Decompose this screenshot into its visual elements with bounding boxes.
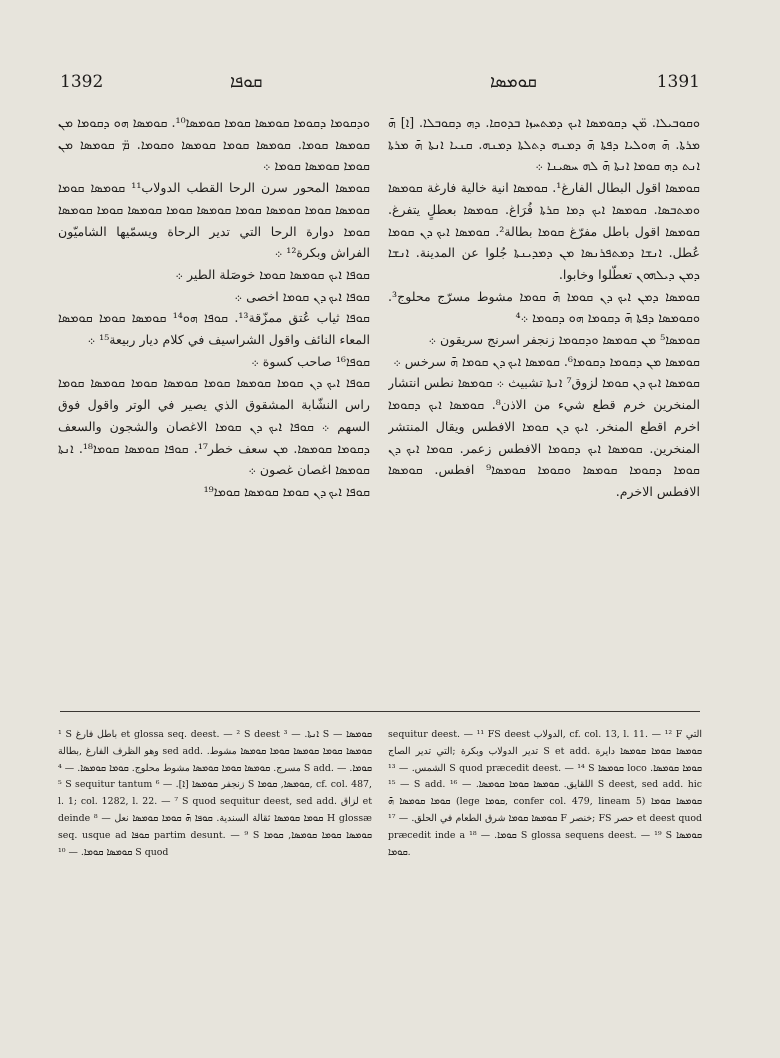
right-entry: ܘܩܘܒܝܠܐ. ܡ̈ܢ ܕܩܘܡܣܐ ܐܝܟ ܕܡܬܚܙܐ ܒܕܘܩܐ. ܕܗ ܕܩܘܒܠܐ. [ܐ] ܗ̄ ܡܪܬܐ. ܗ̄ ܗܘܠܝܐ ܕܦܬܐ ܗ̄ ܕܡܢܗ ܕܬܠܬܐ ܕܡܢܗ. ܩܢܝܐ ܐܢܬܐ ܗ̄ ܡܪܬܐ ܐܢܬ ܕܗ ܩܘܡܐ ܐܢܬܐ ܗ̄ ܠܗ ܚܣܝܢܐ ܀ [388, 115, 700, 174]
headword-left: ܩܘܦܐ [230, 72, 263, 92]
page-number-left: 1392 [60, 72, 104, 92]
left-entry: ܘܕܩܘܡܐ ܕܩܘܡܐ ܩܘܡܣܐ ܩܘܡܐ ܩܘܡܣܐ¹⁰. ܩܘܡܣܐ ܗܘ ܕܩܘܡܐ ܡܢ ܩܘܡܣܐ ܩܘܡܐ. ܩܘܡܣܐ ܩܘܡܐ ܩܘܡܣܐ ܘܩܘܡܐ. ܡ̈ ܩܘܡܣܐ ܡܢ ܩܘܡܐ ܩܘܡܣܐ ܩܘܡܐ ܀ [58, 115, 370, 174]
footnote-block: sequitur deest. — ¹¹ FS deest الدولاب, cf. col. 13, l. 11. — ¹² F التي تدير الدولاب وبكرة ;التي تدير الصاج S et add. ܩܘܡܣܐ ܩܘܡܐ ܩܘܡܣܐ دايرة الشمس. — ¹³ S quod præcedit deest. — ¹⁴ S ܩܘܡܣܐ loco ܩܘܡܐ ܩܘܡܣܐ. — ¹⁵ S add. اللقايق. ܩܘܡܣܐ ܩܘܡܐ ܩܘܡܣܐ. — ¹⁶ S deest, sed add. hic ܩܘܡܐ ܩܘܡܣܐ ܗ̄ (lege ܩܘܡܐ, confer col. 479, lineam 5) ܩܘܡܣܐ ܩܘܡܐ ܩܘܡܣܐ ܩܘܡܐ شرق الطعام في الحلق. — ¹⁷ F خنصر; FS حصر et deest quod præcedit inde a ܩܘܡܐ. — ¹⁸ S glossa sequens deest. — ¹⁹ S ܩܘܡܣܐ ܩܘܡܐ. [388, 729, 702, 858]
left-column [58, 112, 370, 704]
footnotes-right [388, 727, 702, 927]
left-entry: ܩܘܡܣܐ المحور سرن الرحا القطب الدولاب¹¹ ܩܘܡܣܐ ܩܘܡܐ ܩܘܡܣܐ ܩܘܡܐ ܩܘܡܣܐ ܩܘܡܐ ܩܘܡܣܐ ܩܘܡܐ ܩܘܡܣܐ ܩܘܡܐ ܩܘܡܣܐ ܩܘܡܐ دوارة الرحا التي تدير الرحاة ويسمّيها الشاميّون الفراش وبكرة¹² ܀ [58, 180, 370, 261]
footnotes-left [58, 727, 372, 927]
page-number-right: 1391 [656, 72, 700, 92]
right-entry: ܩܘܡܣܐ اقول البطال الفارغ¹. ܩܘܡܣܐ انية خالية فارغة ܩܘܡܣܐ ܘܡܬܒܣܐ. ܩܘܡܣܐ ܐܝܟ ܕܡܐ ܩܪܬܐ فُرَاغ. ܩܘܡܣܐ بعطلٍ يتفرغ. ܩܘܡܣܐ اقول باطل مفرّغ ܩܘܡܐ بطالة². ܩܘܡܣܐ ܐܝܟ ܕܢ ܩܘܡܐ عُطل. ܐܢܫܐ ܕܡܬܦܪܢܣܐ ܡܢ ܕܡܕܝܢܬܐ جُلوا عن المدينة. ܐܢܫܐ ܕܡܢ ܕܝܠܗܘܢ تعطّلوا وخابوا. [388, 180, 700, 282]
footnote-divider [60, 711, 700, 712]
left-entry: ܩܘܦܐ¹⁶ صاحب كسوة ܀ [251, 353, 370, 369]
running-head [60, 72, 700, 96]
headword-right: ܩܘܡܣܐ [490, 72, 537, 92]
right-entry: ܩܘܡܣܐ ܐܝܟ ܕܢ ܩܘܡܐ لزوق⁷ ܐܢܬܐ تشبيث ܀ ܩܘܡܣܐ نطس انتشار المنخرين خرم قطع شيء من الاذن⁸. ܩܘܡܣܐ ܐܝܟ ܕܩܘܡܐ اخرم اقطع المنخر. ܐܝܟ ܕܢ ܩܘܡܐ الافطس ويقال المنتشر المنخرين. ܩܘܡܣܐ ܐܝܟ ܕܩܘܡܐ الافطس زعمر. ܩܘܡܐ ܐܝܟ ܕܢ ܩܘܡܐ ܕܩܘܡܐ ܩܘܡܣܐ ܘܩܘܡܐ ܩܘܡܣܐ⁹ افطس. ܩܘܡܣܐ الافطس الاخرم. [388, 375, 700, 499]
footnote-block: ¹ S باطل فارغ et glossa seq. deest. — ² S deest ܐܢܬܐ. — ³ S ܩܘܡܣܐ — وهو الظرف الفارغ ,بطالة sed add. ܩܘܡܣܐ ܩܘܡܐ ܩܘܡܣܐ ܩܘܡܐ ܩܘܡܣܐ مشوط. مسرج. ܩܘܡܣܐ ܩܘܡܐ ܩܘܡܣܐ مشوط محلوج. ܩܘܡܐ ܩܘܡܣܐ. — ⁴ S add. ܩܘܡܐ. — ⁵ S sequitur tantum زنجفر ܩܘܡܣܐ [ܐ]. — ⁶ S ܩܘܡܣܐ, ܩܘܡܐ, cf. col. 487, l. 1; col. 1282, l. 22. — ⁷ S quod sequitur deest, sed add. لزاق et deinde ܩܘܡܐ ܩܘܡܣܐ ثقالة السندية. ܩܘܦܐ ܗ̄ ܩܘܡܐ ܩܘܡܣܐ نعل — ⁸ H glossæ seq. usque ad ܩܘܦܐ partim desunt. — ⁹ S ܩܘܡܣܐ ܩܘܡܐ ܩܘܡܣܐ, ܩܘܡܐ ܩܘܡܣܐ ܩܘܡܐ. — ¹⁰ S quod [58, 729, 372, 858]
left-entry: ܩܘܦܐ ܐܝܟ ܕܢ ܩܘܡܐ ܩܘܡܣܐ ܩܘܡܐ ܩܘܡܣܐ ܩܘܡܐ ܩܘܡܣܐ ܩܘܡܐ راس النشّابة المشقوق الذي يصير في الوتر واقول فوق السهم ܀ ܩܘܦܐ ܐܝܟ ܕܢ ܩܘܡܐ الاغصان والشجون والسعف ܕܩܘܡܐ ܩܘܡܣܐ. ܡܢ سعف خطر¹⁷. ܩܘܦܐ ܩܘܡܣܐ ܩܘܡܐ¹⁸. ܐܢܬܐ ܩܘܡܣܐ اغصان غصون ܀ [58, 375, 370, 478]
left-entry: ܩܘܦܐ ܐܝܟ ܕܢ ܩܘܡܐ ܩܘܡܣܐ ܩܘܡܐ¹⁹ [203, 483, 370, 499]
right-column [388, 112, 700, 704]
right-entry: ܩܘܡܣܐ⁵ ܡܢ ܩܘܡܣܐ ܘܕܩܘܡܐ زنجفر اسرنج سريقون ܀ [428, 332, 700, 348]
left-entry: ܩܘܦܐ ܐܝܟ ܩܘܡܣܐ ܩܘܡܐ خوصَلة الطير ܀ [175, 266, 370, 282]
right-entry: ܩܘܡܣܐ ܡܢ ܕܩܘܡܐ ܕܩܘܡܐ⁶. ܩܘܡܣܐ ܐܝܟ ܕܢ ܩܘܡܐ ܗ̄ سرخس ܀ [393, 353, 700, 369]
left-entry: ܩܘܦܐ ܐܝܟ ܕܢ ܩܘܡܐ اخصى ܀ [234, 288, 370, 304]
right-entry: ܩܘܡܣܐ ܕܡܢ ܐܝܟ ܕܢ ܩܘܡܐ ܗ̄ ܩܘܡܐ مشوط مسرّج محلوج³. ܘܩܘܡܣܐ ܕܦܬܐ ܗ̄ ܕܩܘܡܐ ܗܘ ܕܩܘܡܐ ܀⁴ [388, 288, 700, 326]
left-entry: ܩܘܦܐ ثياب عُتق ممزّقة¹³. ܩܘܦܐ ܗܘ¹⁴ ܩܘܡܣܐ ܩܘܡܐ ܩܘܡܣܐ المعاء النائف واقول الشراسيف في كلام ديار ربيعة¹⁵ ܀ [58, 310, 370, 348]
